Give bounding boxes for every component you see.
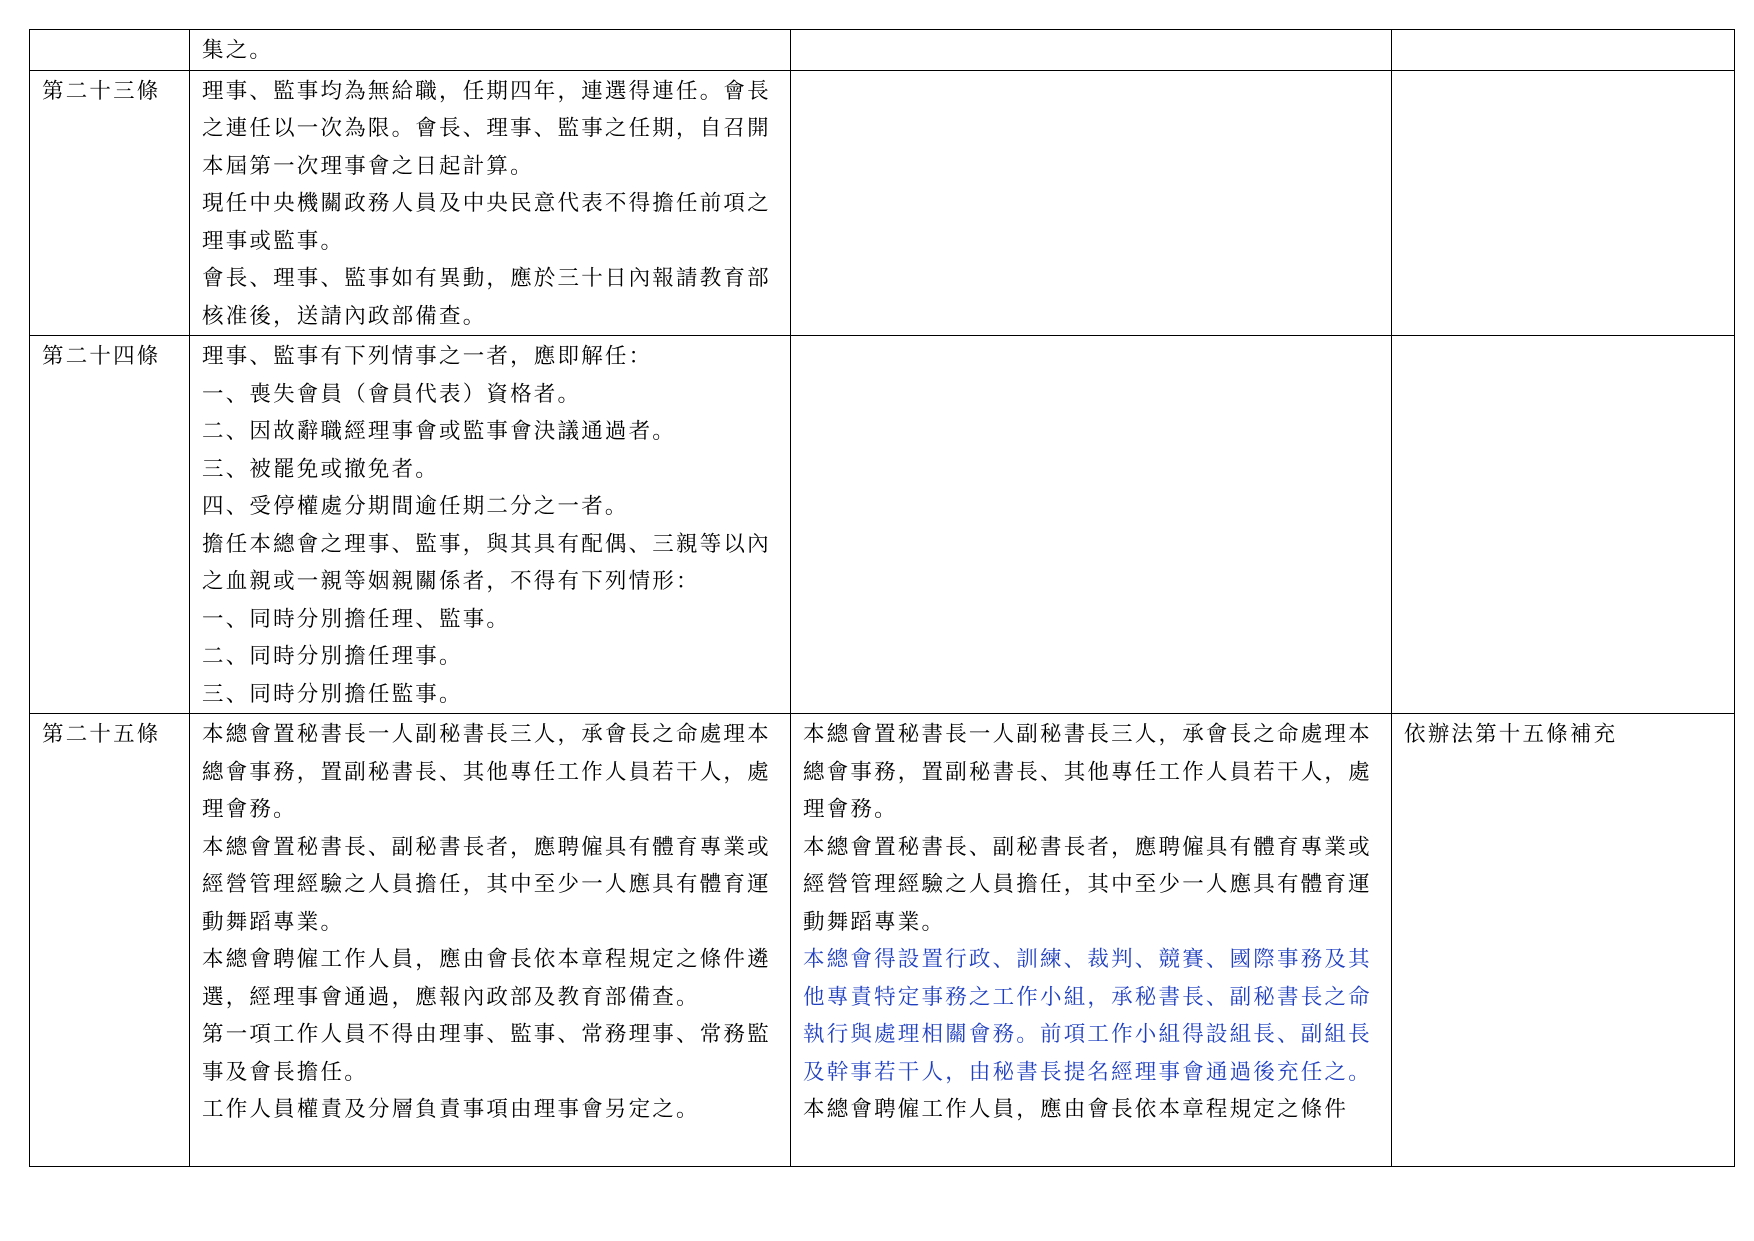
current-text-cell <box>190 336 791 714</box>
proposed-text-cell <box>791 70 1392 336</box>
paragraph: 本總會聘僱工作人員，應由會長依本章程規定之條件遴選，經理事會通過，應報內政部及教育部備查。 <box>202 947 771 1010</box>
amended-paragraph: 本總會得設置行政、訓練、裁判、競賽、國際事務及其他專責特定事務之工作小組，承秘書長、副秘書長之命執行與處理相關會務。前項工作小組得設組長、副組長及幹事若干人，由秘書長提名經理事會通過後充任之。 <box>803 947 1372 1085</box>
current-text-cell <box>190 70 791 336</box>
table-row <box>30 30 1735 71</box>
note-cell <box>1392 336 1735 714</box>
table-row <box>30 714 1735 1167</box>
paragraph: 四、受停權處分期間逾任期二分之一者。 <box>202 494 629 519</box>
paragraph: 擔任本總會之理事、監事，與其具有配偶、三親等以內之血親或一親等姻親關係者，不得有下列情形： <box>202 531 771 594</box>
paragraph: 一、喪失會員（會員代表）資格者。 <box>202 381 582 407</box>
proposed-text-cell <box>791 336 1392 714</box>
amendment-comparison-table <box>29 29 1735 1167</box>
paragraph: 本總會置秘書長一人副秘書長三人，承會長之命處理本總會事務，置副秘書長、其他專任工作人員若干人，處理會務。 <box>803 722 1372 822</box>
paragraph: 本總會聘僱工作人員，應由會長依本章程規定之條件 <box>803 1097 1349 1122</box>
proposed-text-cell <box>791 30 1392 71</box>
paragraph: 理事、監事均為無給職，任期四年，連選得連任。會長之連任以一次為限。會長、理事、監事之任期，自召開本屆第一次理事會之日起計算。 <box>202 78 771 179</box>
paragraph: 本總會置秘書長、副秘書長者，應聘僱具有體育專業或經營管理經驗之人員擔任，其中至少一人應具有體育運動舞蹈專業。 <box>803 834 1372 935</box>
paragraph: 理事、監事有下列情事之一者，應即解任： <box>202 344 653 369</box>
paragraph: 本總會置秘書長一人副秘書長三人，承會長之命處理本總會事務，置副秘書長、其他專任工作人員若干人，處理會務。 <box>202 722 771 822</box>
paragraph: 一、同時分別擔任理、監事。 <box>202 606 511 632</box>
paragraph: 現任中央機關政務人員及中央民意代表不得擔任前項之理事或監事。 <box>202 191 771 254</box>
paragraph: 第一項工作人員不得由理事、監事、常務理事、常務監事及會長擔任。 <box>202 1022 771 1085</box>
article-cell: 第二十四條 <box>30 336 190 714</box>
paragraph: 本總會置秘書長、副秘書長者，應聘僱具有體育專業或經營管理經驗之人員擔任，其中至少一人應具有體育運動舞蹈專業。 <box>202 834 771 935</box>
article-cell <box>30 30 190 71</box>
article-cell: 第二十五條 <box>30 714 190 1167</box>
proposed-text-cell <box>791 714 1392 1167</box>
paragraph: 三、被罷免或撤免者。 <box>202 456 440 482</box>
note-cell <box>1392 30 1735 71</box>
current-text-cell <box>190 714 791 1167</box>
paragraph: 三、同時分別擔任監事。 <box>202 681 463 707</box>
note-cell: 依辦法第十五條補充 <box>1392 714 1735 1167</box>
current-text-cell <box>190 30 791 71</box>
note-cell <box>1392 70 1735 336</box>
table-row <box>30 70 1735 336</box>
paragraph: 二、因故辭職經理事會或監事會決議通過者。 <box>202 419 677 444</box>
article-cell: 第二十三條 <box>30 70 190 336</box>
paragraph: 集之。 <box>202 38 274 63</box>
table-row <box>30 336 1735 714</box>
paragraph: 會長、理事、監事如有異動，應於三十日內報請教育部核准後，送請內政部備查。 <box>202 266 771 329</box>
paragraph: 二、同時分別擔任理事。 <box>202 644 463 669</box>
paragraph: 工作人員權責及分層負責事項由理事會另定之。 <box>202 1097 700 1122</box>
